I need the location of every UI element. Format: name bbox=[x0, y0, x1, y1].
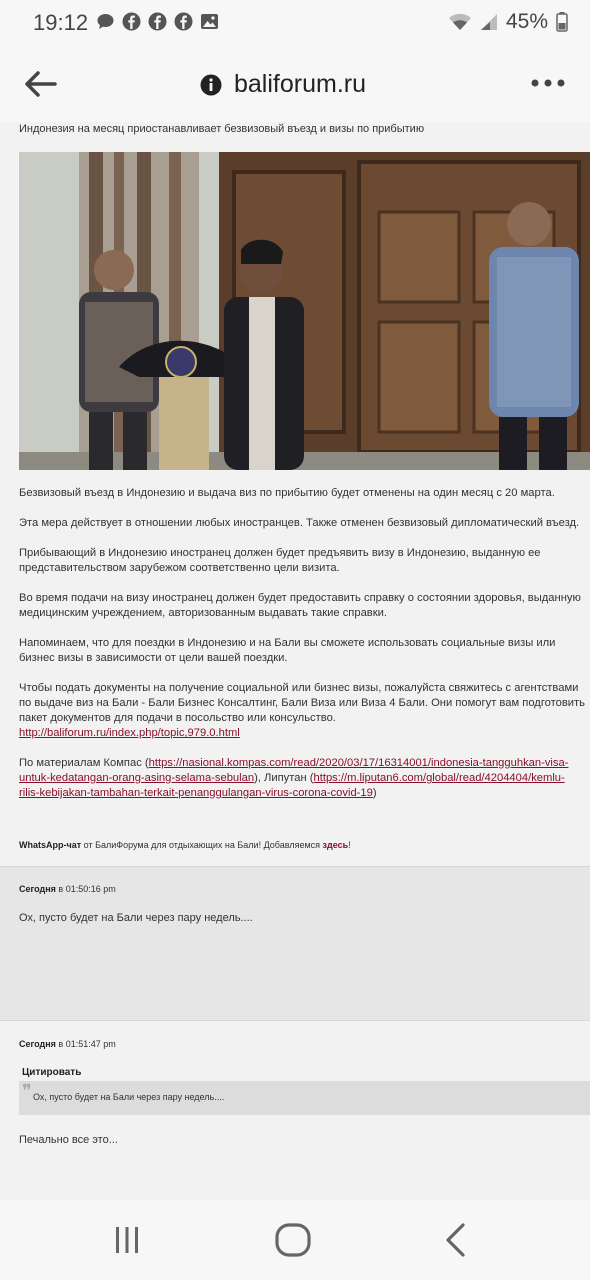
recent-apps-button[interactable] bbox=[112, 1224, 142, 1256]
browser-toolbar bbox=[0, 46, 590, 122]
article-paragraph: Во время подачи на визу иностранец должен будет предоставить справку о состоянии здоровья, выданную медицинским учреждением, авторизованным выдавать такие справки. bbox=[19, 592, 581, 619]
article-paragraph: Чтобы подать документы на получение социальной или бизнес визы, пожалуйста свяжитесь с агентствами по выдаче виз на Бали - Бали Бизнес Консалтинг, Бали Виза или Виза 4 Бали. Они помогут вам подготовить пакет документов для подачи в посольство или консульство. bbox=[19, 682, 585, 724]
quote-block bbox=[19, 1081, 590, 1115]
signal-icon bbox=[480, 13, 498, 31]
recent-apps-icon bbox=[112, 1224, 142, 1256]
chevron-left-icon bbox=[442, 1222, 468, 1258]
more-dots-icon bbox=[530, 76, 566, 90]
facebook-icon bbox=[148, 12, 167, 31]
site-info[interactable] bbox=[200, 70, 366, 99]
post-meta bbox=[19, 1039, 116, 1049]
info-icon bbox=[200, 74, 222, 96]
site-title: baliforum.ru bbox=[234, 70, 366, 98]
battery-icon bbox=[556, 12, 568, 32]
status-right bbox=[448, 10, 568, 34]
quote-label: Цитировать bbox=[22, 1067, 82, 1078]
forum-topic-link[interactable]: http://baliforum.ru/index.php/topic,979.0.html bbox=[19, 727, 240, 739]
sources-middle: ), Липутан ( bbox=[254, 772, 314, 784]
status-time: 19:12 bbox=[33, 10, 89, 35]
article-paragraph: Безвизовый въезд в Индонезию и выдача виз по прибытию будет отменены на один месяц с 20 марта. bbox=[19, 487, 555, 499]
article-paragraph: Прибывающий в Индонезию иностранец должен будет предъявить визу в Индонезию, выданную ее представительством зарубежом соответственно цели визита. bbox=[19, 547, 541, 574]
system-back-button[interactable] bbox=[442, 1222, 468, 1258]
whatsapp-text: от БалиФорума для отдыхающих на Бали! Добавляемся bbox=[81, 840, 323, 850]
whatsapp-end: ! bbox=[348, 840, 351, 850]
post-message: Ох, пусто будет на Бали через пару недель.... bbox=[19, 912, 253, 924]
kompas-link[interactable]: https://nasional.kompas.com/read/2020/03/17/16314001/indonesia-tangguhkan-visa-untuk-kedatangan-orang-asing-selama-sebulan bbox=[19, 757, 569, 784]
press-conference-photo bbox=[19, 152, 590, 470]
image-icon bbox=[200, 12, 219, 31]
article-photo bbox=[19, 152, 590, 470]
back-button[interactable] bbox=[22, 68, 58, 100]
article-paragraph: Напоминаем, что для поездки в Индонезию и на Бали вы сможете использовать социальные визы или бизнес визы в зависимости от цели вашей поездки. bbox=[19, 637, 556, 664]
reply-post bbox=[0, 1020, 590, 1181]
sources-suffix: ) bbox=[372, 787, 377, 799]
post-date: Сегодня bbox=[19, 884, 56, 894]
arrow-left-icon bbox=[22, 68, 58, 100]
sources-paragraph bbox=[19, 756, 585, 801]
whatsapp-chat-label: WhatsApp-чат bbox=[19, 840, 82, 850]
reply-post bbox=[0, 866, 590, 1021]
post-date: Сегодня bbox=[19, 1039, 56, 1049]
whatsapp-promo bbox=[19, 840, 351, 850]
message-icon bbox=[96, 12, 115, 31]
quote-text: Ох, пусто будет на Бали через пару недель.... bbox=[33, 1092, 225, 1102]
battery-percent: 45% bbox=[505, 10, 548, 33]
post-time: в 01:50:16 pm bbox=[55, 884, 116, 894]
article-paragraph: Эта мера действует в отношении любых иностранцев. Также отменен безвизовый дипломатический въезд. bbox=[19, 517, 580, 529]
article-title: Индонезия на месяц приостанавливает безвизовый въезд и визы по прибытию bbox=[19, 123, 425, 135]
wifi-icon bbox=[448, 13, 472, 31]
post-meta bbox=[19, 884, 116, 894]
facebook-icon bbox=[174, 12, 193, 31]
forum-topic-link-row bbox=[19, 726, 585, 741]
whatsapp-join-link[interactable]: здесь bbox=[322, 840, 349, 850]
facebook-icon bbox=[122, 12, 141, 31]
home-button[interactable] bbox=[274, 1222, 312, 1258]
post-time: в 01:51:47 pm bbox=[55, 1039, 116, 1049]
quote-icon: ❞ bbox=[22, 1081, 32, 1101]
liputan-link[interactable]: https://m.liputan6.com/global/read/4204404/kemlu-rilis-kebijakan-tambahan-terkait-penanggulangan-virus-corona-covid-19 bbox=[19, 772, 565, 799]
post-message: Печально все это... bbox=[19, 1134, 118, 1146]
page-content bbox=[0, 122, 590, 1200]
more-options-button[interactable] bbox=[530, 76, 566, 90]
notification-icons bbox=[96, 12, 219, 31]
home-icon bbox=[274, 1222, 312, 1258]
status-bar bbox=[0, 0, 590, 46]
sources-prefix: По материалам Компас ( bbox=[19, 757, 149, 769]
system-navigation-bar bbox=[0, 1200, 590, 1280]
